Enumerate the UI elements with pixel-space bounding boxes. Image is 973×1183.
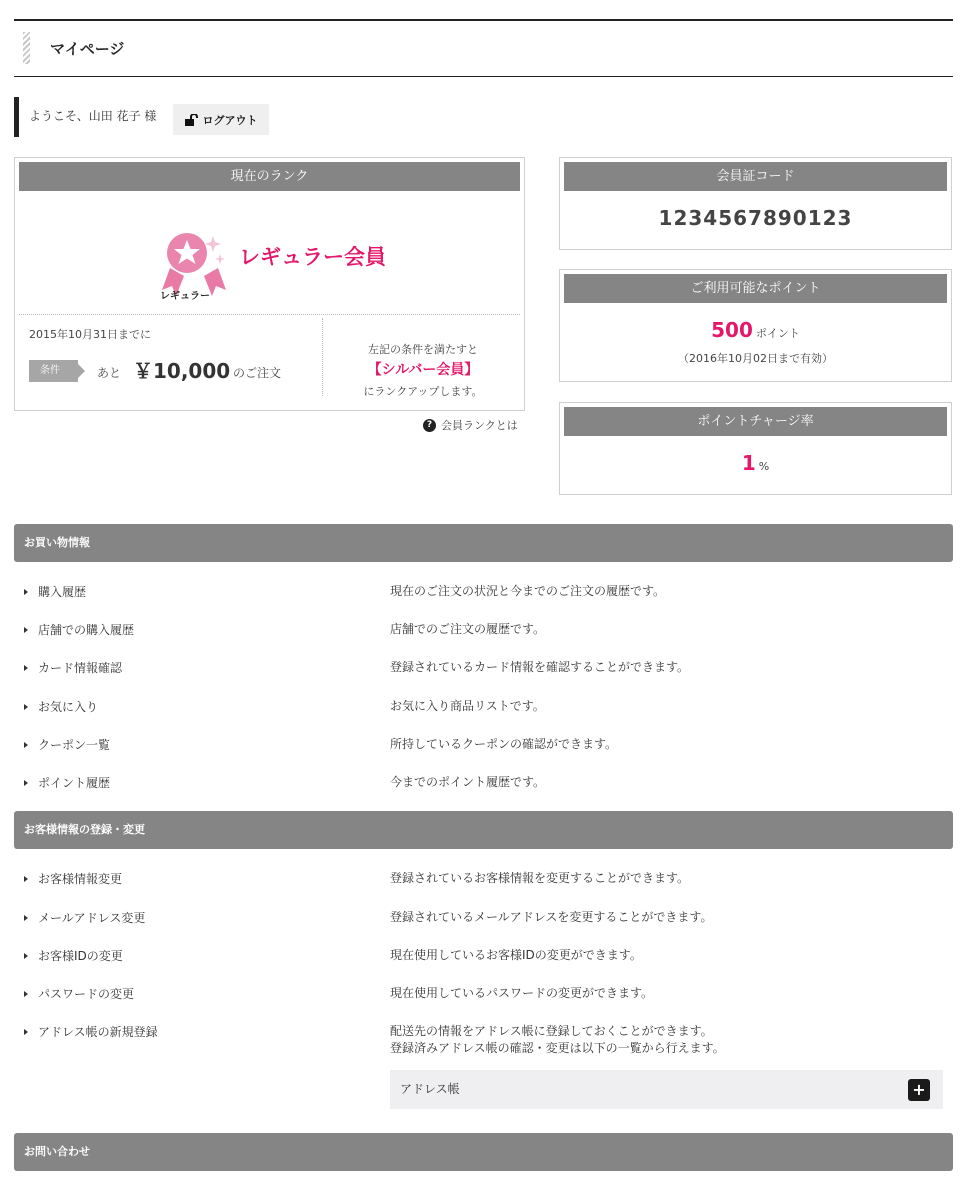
list-item <box>14 698 953 736</box>
list-item <box>14 774 953 812</box>
menu-link-label: 店舗での購入履歴 <box>38 623 135 637</box>
menu-link-label: パスワードの変更 <box>38 987 135 1001</box>
list-item <box>14 947 953 985</box>
rank-help-label: 会員ランクとは <box>441 419 518 432</box>
rank-up-line1: 左記の条件を満たすと <box>368 343 478 356</box>
menu-link-label: クーポン一覧 <box>38 738 111 752</box>
menu-link-store-purchase-history[interactable] <box>24 621 134 638</box>
address-book-label: アドレス帳 <box>400 1082 460 1096</box>
page-title: マイページ <box>50 40 125 58</box>
bullet-icon <box>24 953 28 959</box>
menu-description: 登録されているカード情報を確認することができます。 <box>390 660 690 674</box>
menu-description: 今までのポイント履歴です。 <box>390 775 546 789</box>
menu-link-point-history[interactable] <box>24 774 110 791</box>
menu-description-line1: 配送先の情報をアドレス帳に登録しておくことができます。 <box>390 1024 713 1038</box>
points-line <box>560 318 951 342</box>
menu-link-label: お客様情報変更 <box>38 872 123 886</box>
list-item <box>14 1023 953 1063</box>
section-header-customer: お客様情報の登録・変更 <box>14 811 953 849</box>
menu-link-label: お気に入り <box>38 700 99 714</box>
list-item <box>14 909 953 947</box>
menu-description: 店舗でのご注文の履歴です。 <box>390 622 546 636</box>
menu-link-card-info[interactable] <box>24 659 122 676</box>
bullet-icon <box>24 665 28 671</box>
menu-link-coupons[interactable] <box>24 736 110 753</box>
bullet-icon <box>24 627 28 633</box>
question-icon: ? <box>423 419 436 432</box>
menu-description: 登録されているお客様情報を変更することができます。 <box>390 871 690 885</box>
menu-link-address-book-register[interactable] <box>24 1023 158 1040</box>
rank-badge-label: レギュラー <box>160 291 210 302</box>
bullet-icon <box>24 1029 28 1035</box>
list-item <box>14 736 953 774</box>
menu-link-password-change[interactable] <box>24 985 134 1002</box>
menu-link-label: 購入履歴 <box>38 585 87 599</box>
menu-description: 現在のご注文の状況と今までのご注文の履歴です。 <box>390 584 666 598</box>
section-header-inquiry: お問い合わせ <box>14 1133 953 1171</box>
menu-link-label: カード情報確認 <box>38 661 123 675</box>
menu-link-favorites[interactable] <box>24 698 98 715</box>
rank-deadline: 2015年10月31日までに <box>29 328 151 341</box>
current-rank-name: レギュラー会員 <box>239 245 386 269</box>
points-expiry: （2016年10月02日まで有効） <box>678 352 833 365</box>
member-card-code: 1234567890123 <box>658 206 853 230</box>
charge-rate-header: ポイントチャージ率 <box>564 407 947 436</box>
logout-button[interactable] <box>173 104 269 135</box>
rank-header: 現在のランク <box>19 162 520 191</box>
rank-panel <box>14 157 525 411</box>
next-rank-name: 【シルバー会員】 <box>367 362 479 378</box>
menu-description <box>390 1023 725 1057</box>
remaining-suffix: のご注文 <box>233 366 282 380</box>
bullet-icon <box>24 915 28 921</box>
menu-link-customer-id-change[interactable] <box>24 947 123 964</box>
list-item <box>14 621 953 659</box>
list-item <box>14 659 953 697</box>
list-item <box>14 583 953 621</box>
welcome-message: ようこそ、山田 花子 様 <box>14 97 156 137</box>
menu-link-label: アドレス帳の新規登録 <box>38 1025 158 1039</box>
points-panel <box>559 269 952 382</box>
menu-link-email-change[interactable] <box>24 909 145 926</box>
card-header: 会員証コード <box>564 162 947 191</box>
remaining-prefix: あと <box>97 366 122 380</box>
menu-link-label: ポイント履歴 <box>38 776 111 790</box>
rank-help-link[interactable] <box>423 417 518 433</box>
unlock-icon <box>185 114 198 126</box>
points-value: 500 <box>711 318 753 342</box>
bullet-icon <box>24 876 28 882</box>
logout-label: ログアウト <box>202 113 258 127</box>
menu-link-label: お客様IDの変更 <box>38 949 123 963</box>
section-header-shopping: お買い物情報 <box>14 524 953 562</box>
menu-link-customer-info[interactable] <box>24 870 122 887</box>
menu-description: 現在使用しているお客様IDの変更ができます。 <box>390 948 642 962</box>
charge-rate-line <box>560 451 951 475</box>
bullet-icon <box>24 704 28 710</box>
remaining-amount: ￥10,000 <box>133 359 231 383</box>
bullet-icon <box>24 780 28 786</box>
bullet-icon <box>24 742 28 748</box>
expand-plus-icon[interactable]: + <box>908 1079 930 1101</box>
menu-description-line2: 登録済みアドレス帳の確認・変更は以下の一覧から行えます。 <box>390 1041 725 1055</box>
bullet-icon <box>24 589 28 595</box>
menu-description: 現在使用しているパスワードの変更ができます。 <box>390 986 654 1000</box>
menu-description: 登録されているメールアドレスを変更することができます。 <box>390 910 713 924</box>
charge-rate-unit: % <box>758 460 770 473</box>
condition-tag: 条件 <box>29 360 78 382</box>
member-card-panel <box>559 157 952 250</box>
charge-rate-value: 1 <box>741 451 756 475</box>
address-book-accordion[interactable] <box>390 1070 943 1109</box>
points-unit: ポイント <box>755 327 800 340</box>
title-stripe-decoration <box>23 32 30 64</box>
rank-divider <box>19 314 520 315</box>
list-item <box>14 985 953 1023</box>
rank-up-condition <box>323 339 523 402</box>
menu-link-purchase-history[interactable] <box>24 583 86 600</box>
list-item <box>14 870 953 908</box>
menu-link-label: メールアドレス変更 <box>38 911 146 925</box>
charge-rate-panel <box>559 402 952 495</box>
page-title-bar <box>14 19 953 77</box>
points-header: ご利用可能なポイント <box>564 274 947 303</box>
rank-up-line3: にランクアップします。 <box>363 385 483 398</box>
menu-description: お気に入り商品リストです。 <box>390 699 545 713</box>
menu-description: 所持しているクーポンの確認ができます。 <box>390 737 618 751</box>
bullet-icon <box>24 991 28 997</box>
